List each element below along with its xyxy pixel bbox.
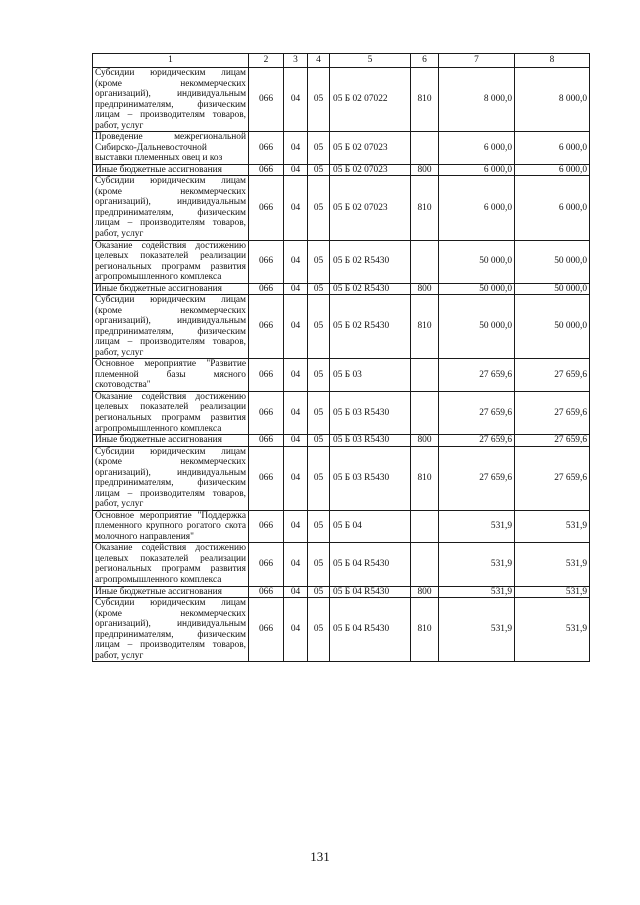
cell-pr: 05 (308, 164, 330, 176)
cell-ved: 066 (249, 164, 284, 176)
cell-pr: 05 (308, 176, 330, 240)
header-col-1: 1 (93, 54, 249, 68)
cell-csr: 05 Б 02 R5430 (330, 240, 411, 283)
cell-pr: 05 (308, 510, 330, 543)
cell-rz: 04 (284, 295, 308, 359)
cell-vr: 810 (411, 446, 439, 510)
cell-vr (411, 543, 439, 586)
cell-sum-1: 50 000,0 (439, 240, 515, 283)
cell-pr: 05 (308, 435, 330, 447)
cell-rz: 04 (284, 391, 308, 434)
table-row (93, 510, 590, 543)
cell-vr: 810 (411, 176, 439, 240)
cell-sum-2: 50 000,0 (515, 295, 590, 359)
cell-csr: 05 Б 04 R5430 (330, 543, 411, 586)
cell-csr: 05 Б 03 R5430 (330, 391, 411, 434)
cell-sum-1: 531,9 (439, 510, 515, 543)
cell-rz: 04 (284, 132, 308, 165)
cell-sum-2: 531,9 (515, 586, 590, 598)
cell-sum-2: 8 000,0 (515, 68, 590, 132)
cell-ved: 066 (249, 391, 284, 434)
cell-csr: 05 Б 02 07023 (330, 132, 411, 165)
cell-ved: 066 (249, 176, 284, 240)
cell-sum-2: 27 659,6 (515, 446, 590, 510)
cell-sum-2: 531,9 (515, 510, 590, 543)
cell-sum-1: 531,9 (439, 586, 515, 598)
cell-vr: 800 (411, 283, 439, 295)
cell-pr: 05 (308, 240, 330, 283)
cell-name: Оказание содействия достижению целевых показателей реализации региональных программ развития агропромышленного комплекса (93, 543, 249, 586)
cell-rz: 04 (284, 164, 308, 176)
cell-pr: 05 (308, 446, 330, 510)
cell-vr: 800 (411, 435, 439, 447)
cell-sum-2: 6 000,0 (515, 176, 590, 240)
cell-sum-1: 50 000,0 (439, 283, 515, 295)
cell-ved: 066 (249, 68, 284, 132)
cell-sum-2: 6 000,0 (515, 164, 590, 176)
cell-sum-2: 50 000,0 (515, 240, 590, 283)
cell-name: Иные бюджетные ассигнования (93, 435, 249, 447)
cell-sum-1: 50 000,0 (439, 295, 515, 359)
cell-name: Субсидии юридическим лицам (кроме некоммерческих организаций), индивидуальным предпринимателям, физическим лицам – производителям товаров, работ, услуг (93, 598, 249, 662)
cell-pr: 05 (308, 132, 330, 165)
cell-pr: 05 (308, 68, 330, 132)
cell-rz: 04 (284, 359, 308, 392)
table-body (93, 68, 590, 662)
header-col-2: 2 (249, 54, 284, 68)
cell-ved: 066 (249, 240, 284, 283)
table-row (93, 446, 590, 510)
cell-pr: 05 (308, 295, 330, 359)
cell-csr: 05 Б 02 R5430 (330, 295, 411, 359)
cell-sum-1: 6 000,0 (439, 164, 515, 176)
header-row (93, 54, 590, 68)
cell-csr: 05 Б 03 R5430 (330, 435, 411, 447)
table-row (93, 132, 590, 165)
cell-sum-1: 27 659,6 (439, 446, 515, 510)
cell-pr: 05 (308, 391, 330, 434)
cell-ved: 066 (249, 586, 284, 598)
cell-sum-1: 27 659,6 (439, 435, 515, 447)
page-number: 131 (310, 849, 330, 864)
cell-vr: 800 (411, 164, 439, 176)
cell-rz: 04 (284, 240, 308, 283)
cell-ved: 066 (249, 543, 284, 586)
cell-vr: 810 (411, 598, 439, 662)
table-row (93, 543, 590, 586)
cell-name: Субсидии юридическим лицам (кроме некоммерческих организаций), индивидуальным предпринимателям, физическим лицам – производителям товаров, работ, услуг (93, 68, 249, 132)
cell-csr: 05 Б 03 R5430 (330, 446, 411, 510)
table-row (93, 68, 590, 132)
cell-ved: 066 (249, 295, 284, 359)
cell-rz: 04 (284, 598, 308, 662)
cell-csr: 05 Б 02 07022 (330, 68, 411, 132)
cell-csr: 05 Б 02 07023 (330, 176, 411, 240)
cell-sum-2: 27 659,6 (515, 391, 590, 434)
header-col-8: 8 (515, 54, 590, 68)
cell-ved: 066 (249, 510, 284, 543)
cell-ved: 066 (249, 359, 284, 392)
header-col-6: 6 (411, 54, 439, 68)
cell-name: Субсидии юридическим лицам (кроме некоммерческих организаций), индивидуальным предпринимателям, физическим лицам – производителям товаров, работ, услуг (93, 295, 249, 359)
cell-sum-1: 27 659,6 (439, 391, 515, 434)
cell-vr (411, 132, 439, 165)
header-col-7: 7 (439, 54, 515, 68)
cell-csr: 05 Б 02 07023 (330, 164, 411, 176)
cell-rz: 04 (284, 176, 308, 240)
cell-pr: 05 (308, 359, 330, 392)
cell-name: Проведение межрегиональной Сибирско-Дальневосточной выставки племенных овец и коз (93, 132, 249, 165)
cell-name: Оказание содействия достижению целевых показателей реализации региональных программ развития агропромышленного комплекса (93, 391, 249, 434)
cell-sum-2: 27 659,6 (515, 359, 590, 392)
cell-sum-2: 531,9 (515, 543, 590, 586)
cell-rz: 04 (284, 510, 308, 543)
cell-rz: 04 (284, 543, 308, 586)
header-col-3: 3 (284, 54, 308, 68)
cell-sum-1: 531,9 (439, 598, 515, 662)
table-row (93, 391, 590, 434)
cell-sum-1: 6 000,0 (439, 132, 515, 165)
cell-pr: 05 (308, 586, 330, 598)
table-row (93, 586, 590, 598)
cell-name: Иные бюджетные ассигнования (93, 283, 249, 295)
table-row (93, 598, 590, 662)
cell-ved: 066 (249, 598, 284, 662)
cell-name: Субсидии юридическим лицам (кроме некоммерческих организаций), индивидуальным предпринимателям, физическим лицам – производителям товаров, работ, услуг (93, 446, 249, 510)
header-col-5: 5 (330, 54, 411, 68)
cell-rz: 04 (284, 435, 308, 447)
cell-pr: 05 (308, 283, 330, 295)
table-row (93, 295, 590, 359)
cell-sum-2: 27 659,6 (515, 435, 590, 447)
cell-csr: 05 Б 04 R5430 (330, 586, 411, 598)
cell-sum-1: 8 000,0 (439, 68, 515, 132)
cell-vr (411, 240, 439, 283)
cell-sum-1: 27 659,6 (439, 359, 515, 392)
cell-ved: 066 (249, 132, 284, 165)
table-row (93, 435, 590, 447)
cell-vr (411, 391, 439, 434)
cell-rz: 04 (284, 283, 308, 295)
cell-sum-2: 6 000,0 (515, 132, 590, 165)
table-row (93, 283, 590, 295)
table-row (93, 164, 590, 176)
cell-vr (411, 510, 439, 543)
cell-sum-2: 531,9 (515, 598, 590, 662)
cell-csr: 05 Б 02 R5430 (330, 283, 411, 295)
cell-ved: 066 (249, 446, 284, 510)
budget-table (92, 53, 590, 662)
header-col-4: 4 (308, 54, 330, 68)
cell-pr: 05 (308, 598, 330, 662)
cell-name: Иные бюджетные ассигнования (93, 164, 249, 176)
cell-sum-2: 50 000,0 (515, 283, 590, 295)
cell-name: Основное мероприятие "Поддержка племенного крупного рогатого скота молочного направления" (93, 510, 249, 543)
cell-csr: 05 Б 04 R5430 (330, 598, 411, 662)
cell-name: Основное мероприятие "Развитие племенной базы мясного скотоводства" (93, 359, 249, 392)
table-row (93, 359, 590, 392)
cell-csr: 05 Б 03 (330, 359, 411, 392)
table-row (93, 240, 590, 283)
cell-rz: 04 (284, 586, 308, 598)
table-row (93, 176, 590, 240)
cell-name: Оказание содействия достижению целевых показателей реализации региональных программ развития агропромышленного комплекса (93, 240, 249, 283)
cell-ved: 066 (249, 435, 284, 447)
cell-vr: 810 (411, 68, 439, 132)
cell-csr: 05 Б 04 (330, 510, 411, 543)
cell-name: Иные бюджетные ассигнования (93, 586, 249, 598)
cell-ved: 066 (249, 283, 284, 295)
cell-name: Субсидии юридическим лицам (кроме некоммерческих организаций), индивидуальным предпринимателям, физическим лицам – производителям товаров, работ, услуг (93, 176, 249, 240)
cell-pr: 05 (308, 543, 330, 586)
cell-sum-1: 531,9 (439, 543, 515, 586)
cell-vr: 800 (411, 586, 439, 598)
cell-rz: 04 (284, 68, 308, 132)
cell-rz: 04 (284, 446, 308, 510)
cell-vr: 810 (411, 295, 439, 359)
cell-sum-1: 6 000,0 (439, 176, 515, 240)
cell-vr (411, 359, 439, 392)
